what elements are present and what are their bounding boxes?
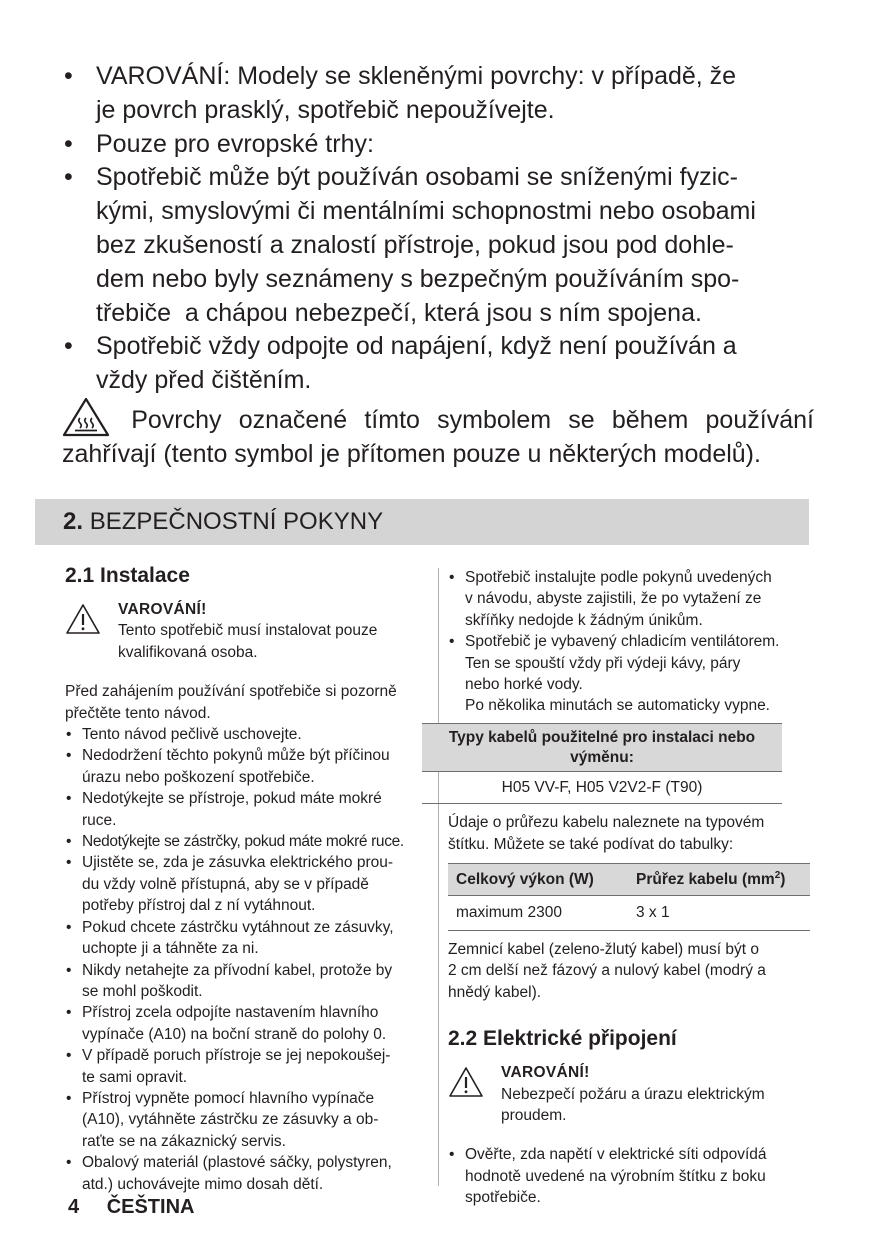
text-line: Zemnicí kabel (zeleno-žlutý kabel) musí být o [448, 940, 759, 958]
top-bullet [62, 128, 814, 162]
text-line: • Nedotýkejte se přístroje, pokud máte mokré [82, 790, 382, 808]
list-item [65, 1088, 430, 1152]
table-header [422, 723, 782, 772]
list-item [65, 1045, 430, 1088]
warning-triangle-icon [65, 603, 101, 635]
text-line: třebiče a chápou nebezpečí, která jsou s ním spojena. [96, 298, 702, 327]
ground-cable-paragraph [448, 939, 810, 1003]
warning-title: VAROVÁNÍ! [118, 601, 207, 618]
language-label: ČEŠTINA [106, 1196, 195, 1218]
page-footer [68, 1196, 194, 1219]
top-bullet-list [62, 60, 814, 398]
word: se [568, 406, 595, 435]
text-line: • Ujistěte se, zda je zásuvka elektrického prou- [82, 854, 394, 872]
warning-triangle-icon [448, 1066, 484, 1098]
text-line: • Ověřte, zda napětí v elektrické síti odpovídá [465, 1146, 767, 1164]
text-line: • Spotřebič instalujte podle pokynů uvedených [465, 569, 772, 586]
text-line: je povrch prasklý, spotřebič nepoužívejte. [96, 95, 555, 124]
word: používání [705, 406, 814, 435]
left-column [65, 562, 430, 1195]
text-line: vždy před čištěním. [96, 366, 312, 395]
text-line: úrazu nebo poškození spotřebiče. [82, 768, 315, 786]
table-cell: H05 VV-F, H05 V2V2-F (T90) [422, 772, 782, 804]
text-line: Údaje o průřezu kabelu naleznete na typovém [448, 814, 765, 832]
top-bullet [62, 161, 814, 330]
text-line: přečtěte tento návod. [65, 704, 211, 722]
text-line: du vždy volně přístupná, aby se v případě [82, 875, 369, 893]
text-line: (A10), vytáhněte zástrčku ze zásuvky a ob- [82, 1111, 379, 1129]
section-title-text: BEZPEČNOSTNÍ POKYNY [89, 508, 384, 535]
word: tímto [364, 406, 420, 435]
list-item [448, 567, 810, 631]
word: Povrchy [131, 406, 222, 435]
list-item [65, 960, 430, 1003]
list-item [448, 631, 810, 717]
text-line: te sami opravit. [82, 1068, 188, 1086]
text-line: v návodu, abyste zajistili, že po vytažení ze [465, 590, 762, 608]
table-cell: maximum 2300 [456, 904, 562, 922]
warning-title: VAROVÁNÍ! [501, 1064, 590, 1082]
text-line: • Spotřebič vždy odpojte od napájení, když není používán a [96, 332, 737, 361]
text-line: dem nebo byly seznámeny s bezpečným používáním spo- [96, 264, 740, 293]
table-header-cell: Celkový výkon (W) [456, 871, 594, 889]
text-line: 2 cm delší než fázový a nulový kabel (modrý a [448, 962, 766, 980]
cable-paragraph [448, 812, 810, 855]
text-line: • Obalový materiál (plastové sáčky, polystyren, [82, 1154, 392, 1172]
list-item [65, 1152, 430, 1195]
text-line: atd.) uchovávejte mimo dosah dětí. [82, 1175, 324, 1193]
page-number: 4 [68, 1196, 80, 1218]
text-line: • Pouze pro evropské trhy: [96, 129, 374, 158]
column-divider [438, 568, 439, 1186]
text-line: hodnotě uvedené na výrobním štítku z boku [465, 1167, 766, 1185]
text-line: uchopte ji a táhněte za ni. [82, 940, 259, 958]
text-line: ruce. [82, 811, 117, 829]
power-table [448, 863, 810, 931]
text-line: skříňky nedojde k žádným únikům. [465, 611, 703, 629]
table-cell: 3 x 1 [636, 904, 670, 922]
list-item [65, 1002, 430, 1045]
word: označené [238, 406, 348, 435]
text-line: kými, smyslovými či mentálními schopnostmi nebo osobami [96, 197, 756, 226]
list-item [65, 831, 430, 852]
hot-surface-line: zahřívají (tento symbol je přítomen pouze u některých modelů). [62, 440, 761, 468]
text-line: Po několika minutách se automaticky vypne. [465, 697, 770, 715]
table-row [448, 896, 810, 930]
text-line: výměnu: [570, 748, 634, 766]
section-number: 2. [63, 508, 84, 535]
table-header-cell [636, 869, 810, 890]
text-line: se mohl poškodit. [82, 982, 203, 1000]
text-line: • V případě poruch přístroje se jej nepokoušej- [82, 1047, 391, 1065]
text-line: • Tento návod pečlivě uschovejte. [82, 726, 302, 744]
cable-types-table [422, 723, 782, 804]
text-line: Před zahájením používání spotřebiče si pozorně [65, 683, 397, 701]
list-item [65, 917, 430, 960]
text-line: spotřebiče. [465, 1189, 541, 1207]
text-line: Tento spotřebič musí instalovat pouze [118, 622, 378, 640]
header-text: ) [780, 871, 786, 889]
list-item [65, 745, 430, 788]
text-line: • Přístroj vypněte pomocí hlavního vypínače [82, 1089, 375, 1107]
text-line: hnědý kabel). [448, 983, 542, 1001]
hot-surface-notice [62, 396, 814, 472]
text-line: kvalifikovaná osoba. [118, 643, 258, 661]
text-line: • Nedotýkejte se zástrčky, pokud máte mokré ruce. [82, 833, 404, 851]
word: symbolem [437, 406, 552, 435]
text-line: • Přístroj zcela odpojíte nastavením hlavního [82, 1004, 379, 1022]
text-line: • Spotřebič může být používán osobami se sníženými fyzic- [96, 163, 738, 192]
text-line: bez zkušeností a znalostí přístroje, pokud jsou pod dohle- [96, 230, 734, 259]
header-text: Průřez kabelu (mm [636, 871, 775, 889]
right-column [448, 567, 810, 1209]
list-item [65, 852, 430, 916]
section-title [63, 508, 383, 536]
warning-block [65, 599, 430, 663]
text-line: • VAROVÁNÍ: Modely se skleněnými povrchy: v případě, že [96, 62, 737, 90]
text-line: nebo horké vody. [465, 676, 583, 694]
warning-block [448, 1062, 810, 1126]
text-line: štítku. Můžete se také podívat do tabulky: [448, 835, 734, 853]
text-line: raťte se na zákaznický servis. [82, 1132, 286, 1150]
intro-paragraph [65, 681, 430, 724]
section-header [35, 499, 809, 545]
text-line: potřeby přístroj dal z ní vytáhnout. [82, 897, 316, 915]
text-line: Nebezpečí požáru a úrazu elektrickým [501, 1085, 765, 1103]
subsection-title: 2.2 Elektrické připojení [448, 1027, 677, 1051]
word: během [611, 406, 689, 435]
text-line: Typy kabelů použitelné pro instalaci nebo [448, 728, 756, 746]
table-header [448, 863, 810, 896]
superscript: 2 [774, 869, 781, 881]
list-item [65, 724, 430, 745]
hot-surface-line [62, 396, 814, 438]
text-line: proudem. [501, 1106, 567, 1124]
list-item [65, 788, 430, 831]
top-bullet [62, 330, 814, 398]
text-line: • Spotřebič je vybavený chladicím ventilátorem. [465, 633, 780, 651]
hot-surface-icon [62, 396, 110, 438]
text-line: • Nikdy netahejte za přívodní kabel, protože by [82, 961, 393, 979]
list-item [448, 1144, 810, 1208]
text-line: • Nedodržení těchto pokynů může být příčinou [82, 747, 390, 765]
text-line: Ten se spouští vždy při výdeji kávy, páry [465, 654, 741, 672]
subsection-title: 2.1 Instalace [65, 564, 190, 587]
top-bullet [62, 60, 814, 128]
text-line: vypínače (A10) na boční straně do polohy 0. [82, 1025, 387, 1043]
text-line: • Pokud chcete zástrčku vytáhnout ze zásuvky, [82, 918, 394, 936]
